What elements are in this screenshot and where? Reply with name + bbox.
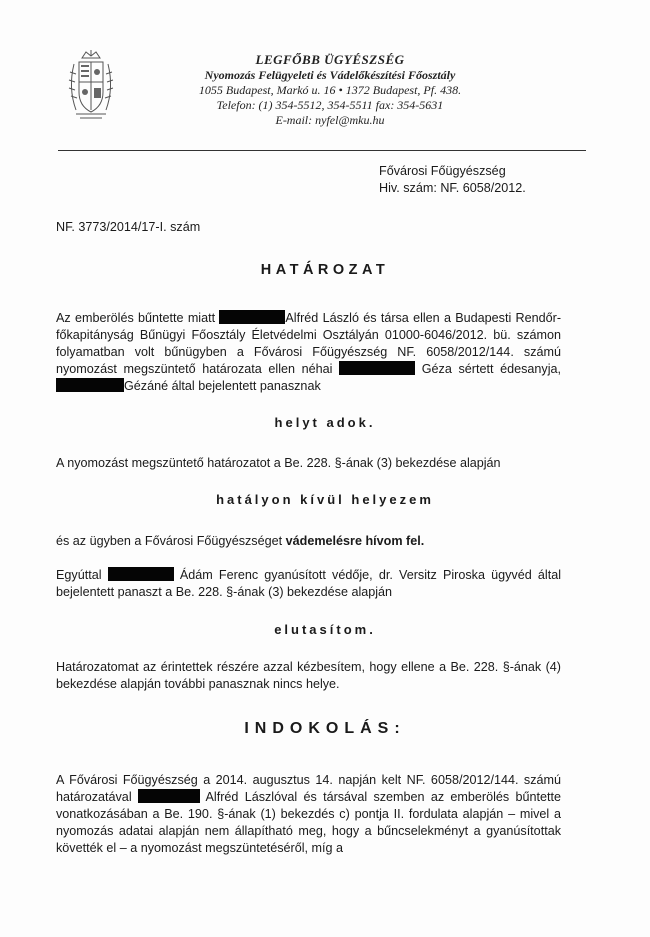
paragraph-indictment-bold: vádemelésre hívom fel. bbox=[285, 534, 425, 548]
letterhead-address: 1055 Budapest, Markó u. 16 • 1372 Budapest, Pf. 438. bbox=[198, 83, 462, 97]
paragraph-complaint-part-d: Gézáné által bejelentett panasznak bbox=[124, 379, 321, 393]
paragraph-reasoning bbox=[56, 772, 561, 857]
recipient-name: Fővárosi Főügyészség bbox=[379, 164, 506, 178]
paragraph-complaint-part-b: Alfréd László és társa ellen a Budapesti Rendőr-főkapitányság Bűnügyi Főosztály Életvédelmi Osztályán 01000-6046/2012. bü. számon folyamatban volt bűnügyben a Fővárosi Főügyészség NF. 6058/2012/144. számú nyomozást megszüntető határozata ellen néhai bbox=[56, 311, 562, 376]
paragraph-defense-part-a: Egyúttal bbox=[56, 568, 102, 582]
decision-annulled: hatályon kívül helyezem bbox=[216, 492, 434, 507]
paragraph-complaint bbox=[56, 310, 561, 395]
letterhead bbox=[140, 52, 520, 128]
redaction-bar bbox=[138, 789, 200, 803]
redaction-bar bbox=[56, 378, 124, 392]
decision-upheld: helyt adok. bbox=[274, 415, 376, 430]
letterhead-department: Nyomozás Felügyeleti és Vádelőkészítési Főosztály bbox=[204, 68, 456, 82]
redaction-bar bbox=[108, 567, 174, 581]
paragraph-indictment-order bbox=[56, 533, 561, 550]
case-number: NF. 3773/2014/17-I. szám bbox=[56, 220, 201, 234]
paragraph-complaint-part-c: Géza sértett édesanyja, bbox=[421, 362, 562, 376]
paragraph-reasoning-part-a: A Fővárosi Főügyészség a 2014. augusztus 14. napján kelt NF. 6058/2012/144. számú határozatával bbox=[56, 773, 561, 804]
document-title: HATÁROZAT bbox=[260, 262, 390, 278]
header-divider bbox=[58, 150, 586, 151]
recipient-reference: Hiv. szám: NF. 6058/2012. bbox=[379, 181, 526, 195]
paragraph-defense-part-b: Ádám Ferenc gyanúsított védője, dr. Versitz Piroska ügyvéd által bejelentett panaszt a Be. 228. §-ának (3) bekezdése alapján bbox=[56, 568, 562, 599]
decision-rejected: elutasítom. bbox=[274, 622, 376, 637]
paragraph-defense-complaint bbox=[56, 567, 561, 601]
letterhead-title: LEGFŐBB ÜGYÉSZSÉG bbox=[255, 52, 405, 67]
redaction-bar bbox=[219, 310, 285, 324]
paragraph-complaint-part-a: Az emberölés bűntette miatt bbox=[56, 311, 216, 325]
paragraph-reasoning-part-b: Alfréd Lászlóval és társával szemben az emberölés bűntette vonatkozásában a Be. 190. §-ának (1) bekezdés c) pontja II. fordulata alapján – mivel a nyomozás adatai alapján nem állapítható meg, hogy a bűncselekményt a gyanúsítottak követték el – a nyomozást megszüntetéséről, míg a bbox=[56, 790, 562, 855]
recipient-block bbox=[379, 163, 526, 197]
letterhead-phone: Telefon: (1) 354-5512, 354-5511 fax: 354-5631 bbox=[216, 98, 444, 112]
reasoning-title: INDOKOLÁS: bbox=[244, 720, 406, 737]
coat-of-arms-emblem bbox=[66, 48, 116, 124]
redaction-bar bbox=[339, 361, 415, 375]
letterhead-email: E-mail: nyfel@mku.hu bbox=[275, 113, 385, 127]
paragraph-delivery-notice: Határozatomat az érintettek részére azzal kézbesítem, hogy ellene a Be. 228. §-ának (4) bekezdése alapján további panasznak nincs helye. bbox=[56, 660, 561, 691]
paragraph-indictment-part-a: és az ügyben a Fővárosi Főügyészséget bbox=[56, 534, 283, 548]
paragraph-annulment-basis: A nyomozást megszüntető határozatot a Be. 228. §-ának (3) bekezdése alapján bbox=[56, 456, 501, 470]
